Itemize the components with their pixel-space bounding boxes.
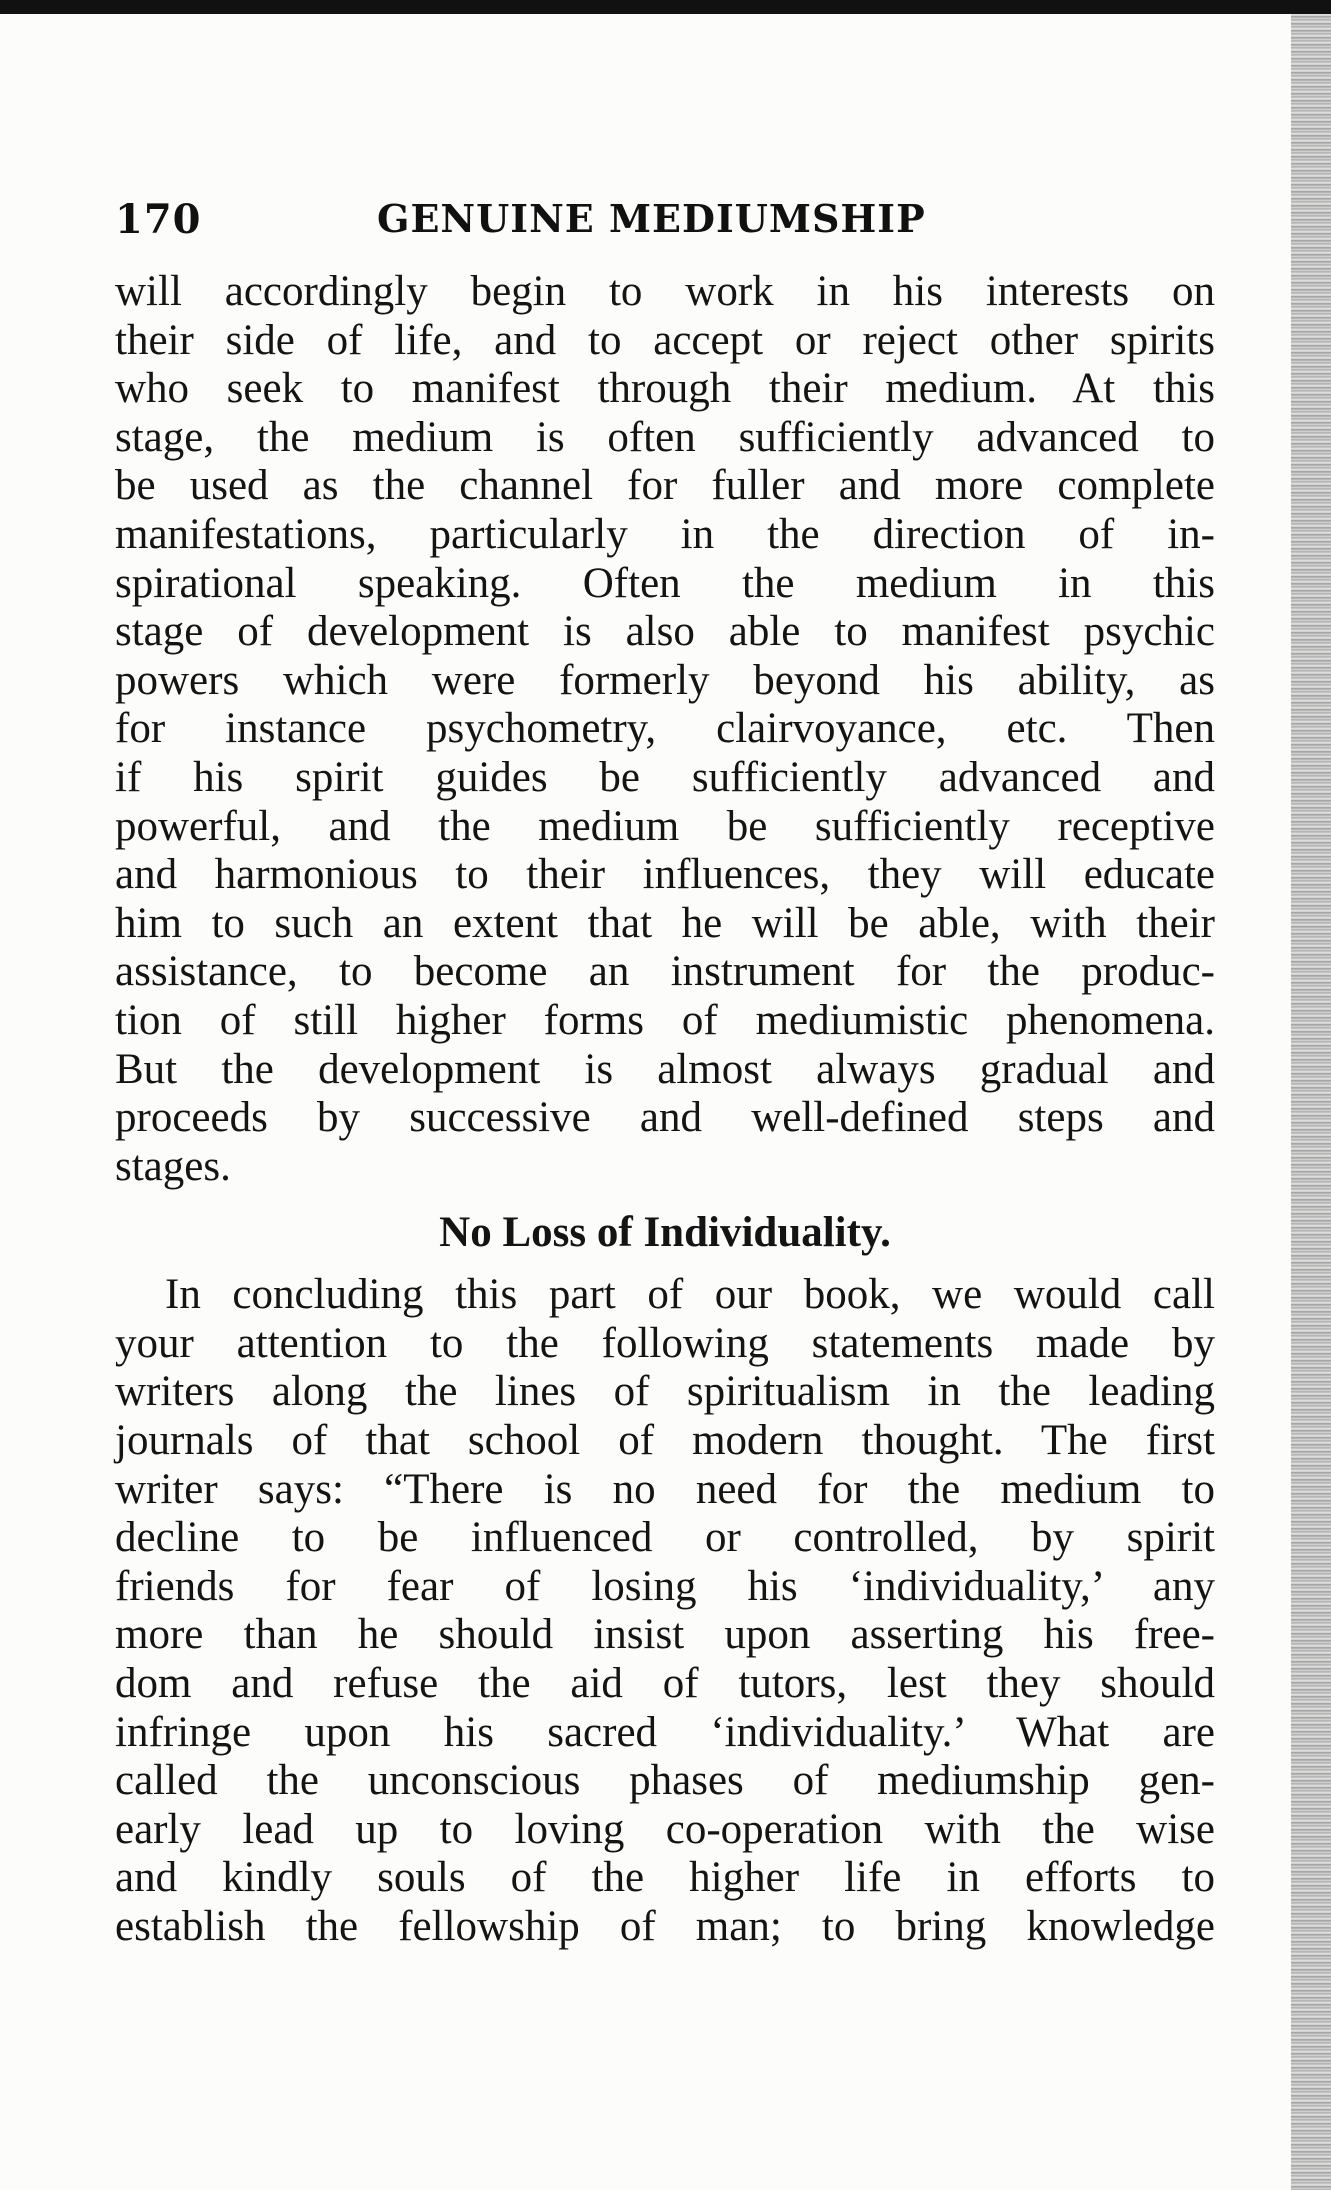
text-line: assistance, to become an instrument for the produc- — [115, 948, 1215, 996]
text-line: be used as the channel for fuller and more complete — [115, 462, 1215, 510]
text-line: stage of development is also able to manifest psychic — [115, 608, 1215, 656]
text-line: and kindly souls of the higher life in efforts to — [115, 1854, 1215, 1902]
paragraph-2 — [115, 1271, 1215, 1951]
running-title: GENUINE MEDIUMSHIP — [377, 196, 926, 241]
text-line: establish the fellowship of man; to bring knowledge — [115, 1903, 1215, 1950]
section-heading: No Loss of Individuality. — [439, 1209, 891, 1257]
text-line: journals of that school of modern thought. The first — [115, 1417, 1215, 1465]
text-line: stages. — [115, 1142, 231, 1190]
text-line: and harmonious to their influences, they will educate — [115, 851, 1215, 899]
text-line: spirational speaking. Often the medium in this — [115, 559, 1215, 607]
text-line: early lead up to loving co-operation with the wise — [115, 1805, 1215, 1853]
text-line: tion of still higher forms of mediumistic phenomena. — [115, 996, 1215, 1044]
paragraph-1 — [115, 268, 1215, 1191]
text-line: friends for fear of losing his ‘individuality,’ any — [115, 1562, 1215, 1610]
text-line: called the unconscious phases of mediumship gen- — [115, 1757, 1215, 1805]
page-edge-shadow — [1291, 14, 1331, 2190]
text-line: if his spirit guides be sufficiently advanced and — [115, 753, 1215, 801]
text-line: infringe upon his sacred ‘individuality.’ What are — [115, 1708, 1215, 1756]
text-line: their side of life, and to accept or reject other spirits — [115, 316, 1215, 364]
text-line: your attention to the following statements made by — [115, 1319, 1215, 1367]
top-border — [0, 0, 1331, 14]
text-line: decline to be influenced or controlled, by spirit — [115, 1514, 1215, 1562]
running-head — [115, 196, 1215, 256]
text-line: dom and refuse the aid of tutors, lest they should — [115, 1660, 1215, 1708]
body-text — [115, 268, 1215, 1952]
text-line: proceeds by successive and well-defined steps and — [115, 1094, 1215, 1142]
text-line: stage, the medium is often sufficiently advanced to — [115, 413, 1215, 461]
text-line: powers which were formerly beyond his ability, as — [115, 656, 1215, 704]
text-line: for instance psychometry, clairvoyance, etc. Then — [115, 705, 1215, 753]
text-line: writer says: “There is no need for the medium to — [115, 1465, 1215, 1513]
text-line: In concluding this part of our book, we would call — [165, 1271, 1215, 1319]
page-number: 170 — [115, 196, 202, 243]
text-line: more than he should insist upon asserting his free- — [115, 1611, 1215, 1659]
text-line: him to such an extent that he will be able, with their — [115, 899, 1215, 947]
text-line: who seek to manifest through their medium. At this — [115, 365, 1215, 413]
text-line: powerful, and the medium be sufficiently receptive — [115, 802, 1215, 850]
text-line: But the development is almost always gradual and — [115, 1045, 1215, 1093]
text-line: will accordingly begin to work in his interests on — [115, 268, 1215, 315]
text-line: writers along the lines of spiritualism in the leading — [115, 1368, 1215, 1416]
text-line: manifestations, particularly in the direction of in- — [115, 510, 1215, 558]
